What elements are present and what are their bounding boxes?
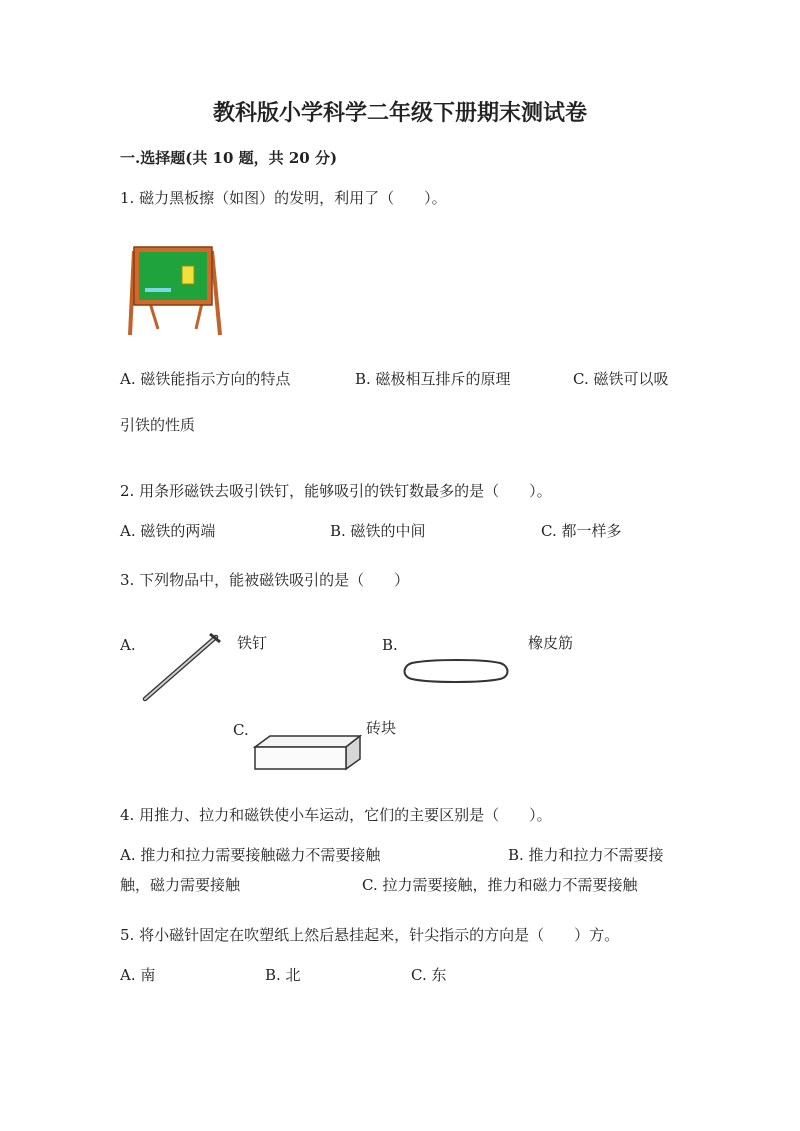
question-2-option-c: C. 都一样多 bbox=[541, 522, 622, 540]
question-4-option-c: C. 拉力需要接触，推力和磁力不需要接触 bbox=[362, 876, 638, 894]
question-5-option-a: A. 南 bbox=[120, 966, 156, 984]
question-1-stem: 1. 磁力黑板擦（如图）的发明，利用了（ ）。 bbox=[120, 189, 447, 207]
question-2-option-a: A. 磁铁的两端 bbox=[120, 522, 216, 540]
question-1-option-c-continued: 引铁的性质 bbox=[120, 416, 196, 434]
rubber-band-image bbox=[402, 657, 510, 685]
question-2-option-b: B. 磁铁的中间 bbox=[330, 522, 426, 540]
exam-title: 教科版小学科学二年级下册期末测试卷 bbox=[212, 100, 587, 126]
question-4-option-a: A. 推力和拉力需要接触磁力不需要接触 bbox=[120, 846, 381, 864]
question-3-option-b-label: 橡皮筋 bbox=[528, 634, 574, 652]
question-5-stem: 5. 将小磁针固定在吹塑纸上然后悬挂起来，针尖指示的方向是（ ）方。 bbox=[120, 926, 620, 944]
question-3-option-b-letter: B. bbox=[382, 636, 398, 654]
brick-image bbox=[252, 733, 362, 771]
question-4-stem: 4. 用推力、拉力和磁铁使小车运动，它们的主要区别是（ ）。 bbox=[120, 806, 552, 824]
question-4-option-b-continued: 触，磁力需要接触 bbox=[120, 876, 241, 894]
question-3-stem: 3. 下列物品中，能被磁铁吸引的是（ ） bbox=[120, 571, 410, 589]
iron-nail-image bbox=[140, 632, 222, 704]
question-5-option-b: B. 北 bbox=[265, 966, 301, 984]
question-1-option-b: B. 磁极相互排斥的原理 bbox=[355, 370, 511, 388]
question-4-option-b: B. 推力和拉力不需要接 bbox=[508, 846, 664, 864]
question-3-option-a-letter: A. bbox=[120, 636, 136, 654]
question-3-option-c-label: 砖块 bbox=[366, 719, 397, 737]
question-3-option-c-letter: C. bbox=[233, 721, 249, 739]
question-3-option-a-label: 铁钉 bbox=[237, 634, 268, 652]
question-2-stem: 2. 用条形磁铁去吸引铁钉，能够吸引的铁钉数最多的是（ ）。 bbox=[120, 482, 552, 500]
section-heading: 一.选择题(共 10 题，共 20 分) bbox=[120, 149, 338, 167]
question-1-option-c: C. 磁铁可以吸 bbox=[573, 370, 669, 388]
question-1-option-a: A. 磁铁能指示方向的特点 bbox=[120, 370, 291, 388]
question-5-option-c: C. 东 bbox=[411, 966, 447, 984]
magnetic-blackboard-image bbox=[128, 243, 224, 339]
